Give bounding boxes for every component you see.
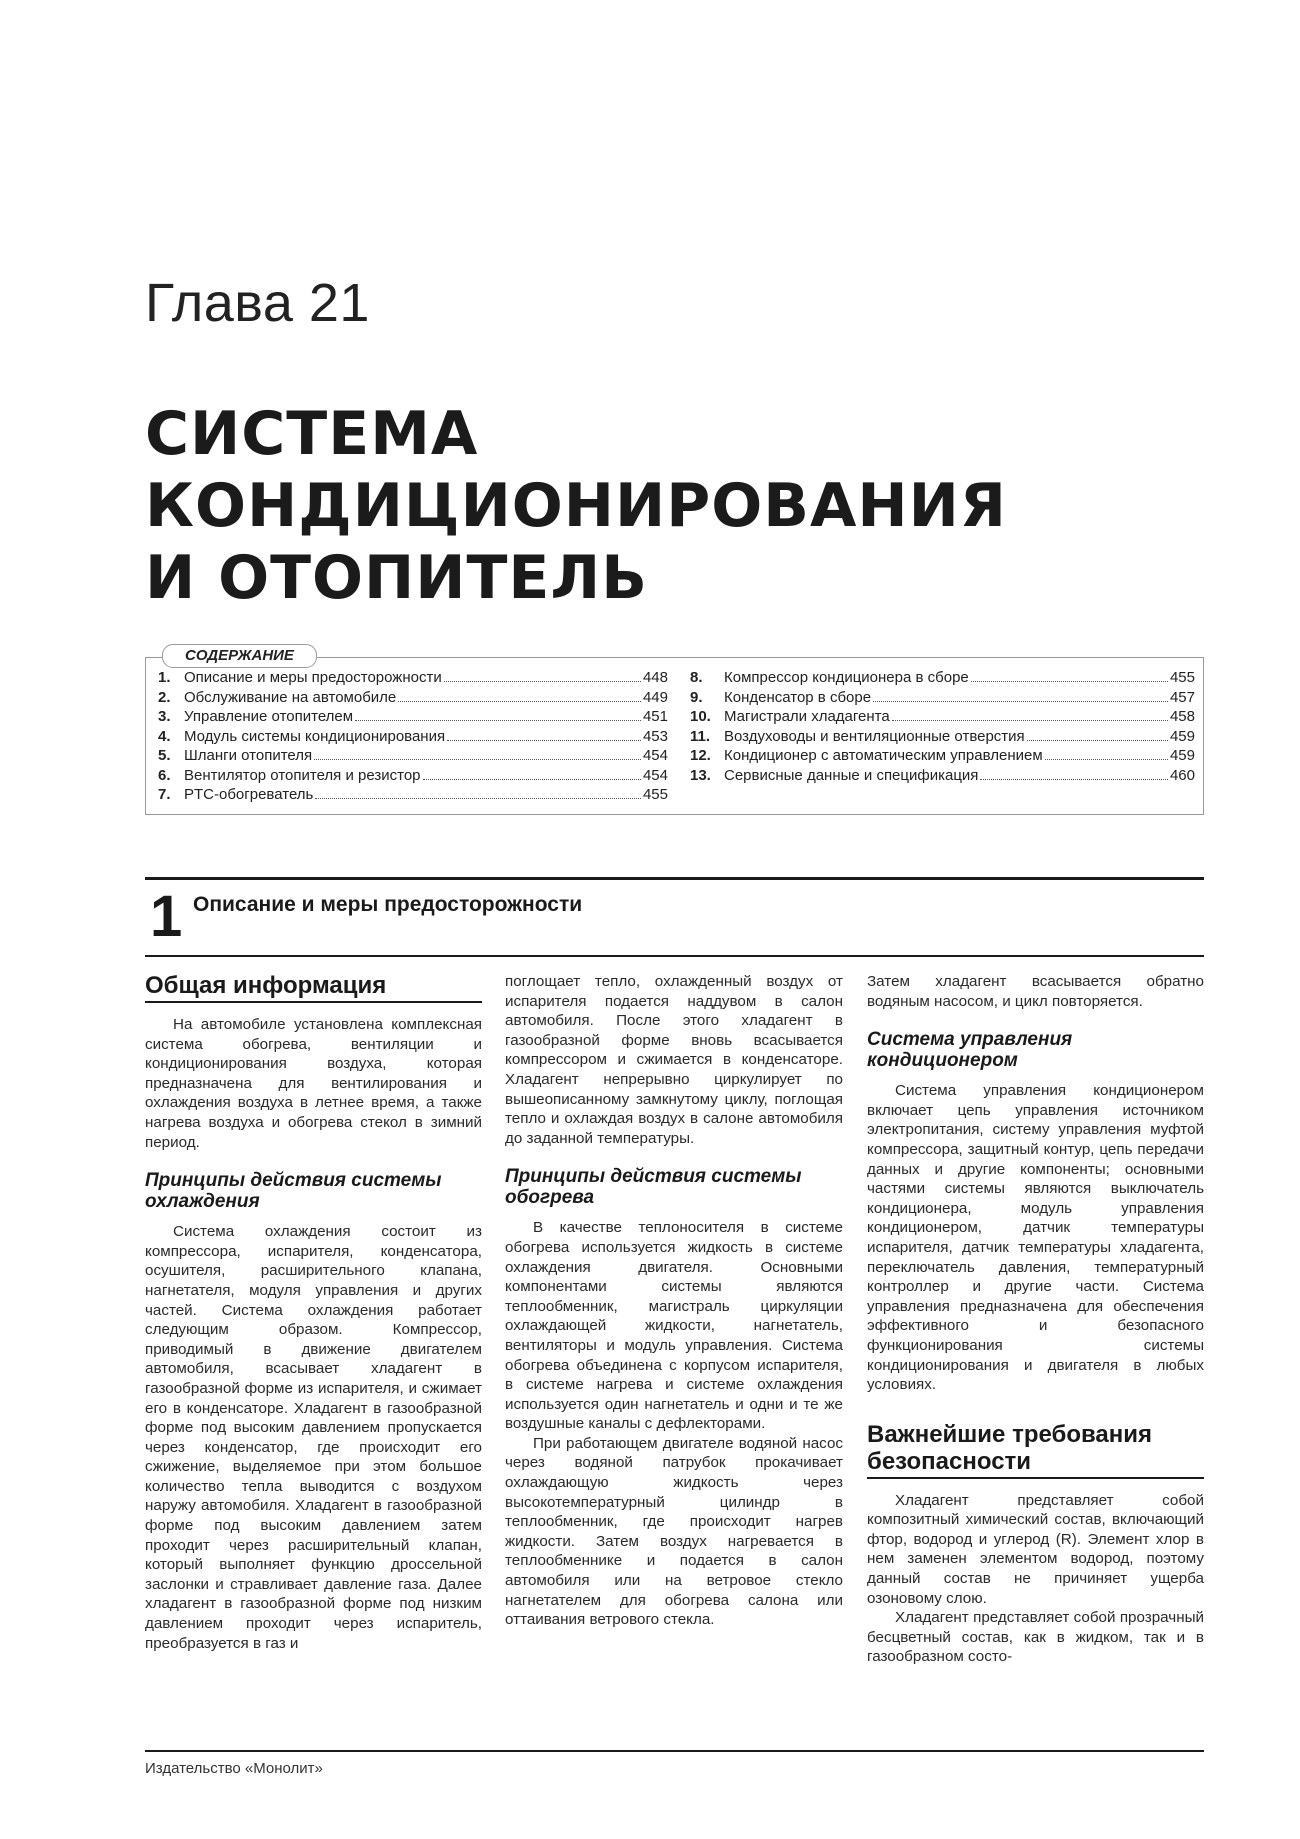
toc-leader (1027, 729, 1168, 741)
toc-item-title: Конденсатор в сборе (724, 688, 872, 706)
toc-item-page: 459 (1169, 747, 1195, 764)
toc-item[interactable] (158, 669, 668, 689)
paragraph-safety-2: Хладагент представляет собой прозрачный бесцветный состав, как в жидком, так и в газообразном состо- (867, 1609, 1204, 1666)
chapter-title-line-2: КОНДИЦИОНИРОВАНИЯ (145, 471, 1008, 541)
toc-item-title: Компрессор кондиционера в сборе (724, 669, 969, 686)
toc-column-right (690, 669, 1195, 786)
toc-item-number: 12. (690, 747, 711, 764)
toc-item-number: 6. (158, 766, 171, 784)
toc-leader (423, 768, 641, 780)
toc-item-title: Обслуживание на автомобиле (184, 688, 397, 706)
toc-item-title: Кондиционер с автоматическим управлением (724, 747, 1043, 764)
toc-item[interactable] (690, 747, 1195, 767)
toc-leader (873, 690, 1168, 702)
toc-item-page: 455 (642, 786, 668, 803)
heading-safety-requirements: Важнейшие требования безопасности (867, 1421, 1204, 1479)
toc-item-number: 7. (158, 786, 171, 803)
toc-leader (314, 748, 641, 760)
toc-item-page: 458 (1169, 708, 1195, 725)
chapter-title-line-1: СИСТЕМА (145, 399, 479, 469)
toc-item-page: 457 (1169, 688, 1195, 706)
toc-item[interactable] (690, 689, 1195, 709)
paragraph-safety-1: Хладагент представляет собой композитный химический состав, включающий фтор, водород и углерод (R). Элемент хлор в нем заменен элементом водород, поэтому данный состав не причиняет ущерба озоновому слою. (867, 1491, 1204, 1607)
paragraph-cooling-continued: поглощает тепло, охлажденный воздух от испарителя подается наддувом в салон автомобиля. После этого хладагент в газообразной форме вновь всасывается компрессором и сжимается в конденсаторе. Хладагент непрерывно циркулирует по вышеописанному замкнутому циклу, поглощая тепло и охлаждая воздух в салоне автомобиля до заданной температуры. (505, 973, 843, 1147)
toc-item-title: Управление отопителем (184, 708, 354, 725)
toc-item-number: 11. (690, 727, 711, 745)
toc-item-number: 2. (158, 688, 171, 706)
heading-cooling-principles: Принципы действия системы охлаждения (145, 1170, 442, 1213)
toc-item[interactable] (158, 689, 668, 709)
toc-item-page: 451 (642, 708, 668, 725)
toc-leader (892, 709, 1168, 721)
section-number: 1 (150, 884, 183, 949)
chapter-label: Глава 21 (145, 273, 370, 333)
toc-item[interactable] (690, 728, 1195, 748)
paragraph-heating-continued: Затем хладагент всасывается обратно водяным насосом, и цикл повторяется. (867, 973, 1204, 1010)
toc-item-title: Шланги отопителя (184, 747, 313, 764)
text-column-1 (145, 972, 482, 1653)
toc-item-title: Магистрали хладагента (724, 708, 890, 725)
footer-rule (145, 1750, 1204, 1752)
heading-general-info: Общая информация (145, 972, 482, 1003)
toc-item-page: 460 (1169, 766, 1195, 784)
toc-item-number: 4. (158, 727, 171, 745)
toc-item[interactable] (158, 728, 668, 748)
toc-leader (980, 768, 1168, 780)
toc-column-left (158, 669, 668, 806)
paragraph-cooling-principles: Система охлаждения состоит из компрессора, испарителя, конденсатора, осушителя, расширительного клапана, нагнетателя, модуля управления и других частей. Система охлаждения работает следующим образом. Компрессор, приводимый в движение двигателем автомобиля, всасывает хладагент в газообразной форме из испарителя, и сжимает его в конденсаторе. Хладагент в газообразной форме под высоким давлением пропускается через конденсатор, где происходит его сжижение, выделяемое при этом большое количество тепла выводится с воздухом наружу автомобиля. Хладагент в газообразной форме под высоким давлением затем проходит через расширительный клапан, который выполняет функцию дроссельной заслонки и стравливает давление газа. Далее хладагент в газообразной форме под низким давлением проходит через испаритель, преобразуется в газ и (145, 1223, 482, 1652)
toc-item-title: Описание и меры предосторожности (184, 669, 442, 686)
paragraph-general-info: На автомобиле установлена комплексная система обогрева, вентиляции и кондиционирования воздуха, которая предназначена для вентилирования и охлаждения воздуха в летнее время, а также нагрева воздуха и обогрева стекол в зимний период. (145, 1016, 482, 1151)
toc-item[interactable] (158, 747, 668, 767)
paragraph-ac-control: Система управления кондиционером включает цепь управления источником электропитания, систему управления муфтой компрессора, защитный контур, цепь передачи данных и другие компоненты; основными частями системы являются выключатель кондиционера, модуль управления кондиционером, датчик температуры испарителя, датчик температуры хладагента, переключатель давления, температурный контроллер и другие части. Система управления предназначена для обеспечения эффективного и безопасного функционирования системы кондиционирования и двигателя в любых условиях. (867, 1082, 1204, 1394)
toc-leader (447, 729, 641, 741)
toc-leader (1045, 748, 1168, 760)
toc-item-page: 455 (1169, 669, 1195, 686)
publisher-name: Издательство «Монолит» (145, 1760, 323, 1777)
toc-item-title: PTC-обогреватель (184, 786, 314, 803)
heading-ac-control: Система управления кондиционером (867, 1029, 1073, 1072)
toc-item-page: 448 (642, 669, 668, 686)
toc-item-title: Вентилятор отопителя и резистор (184, 766, 421, 784)
heading-heating-principles: Принципы действия системы обогрева (505, 1166, 802, 1209)
toc-leader (398, 690, 641, 702)
section-rule-top (145, 877, 1204, 880)
text-column-2 (505, 972, 843, 1630)
section-title: Описание и меры предосторожности (193, 893, 583, 916)
toc-item[interactable] (690, 669, 1195, 689)
toc-heading: СОДЕРЖАНИЕ (162, 644, 317, 668)
toc-item-page: 449 (642, 688, 668, 706)
section-rule-bottom (145, 955, 1204, 957)
toc-item-number: 10. (690, 708, 711, 725)
toc-leader (355, 709, 641, 721)
toc-item[interactable] (158, 708, 668, 728)
toc-item-number: 1. (158, 669, 171, 686)
toc-leader (971, 670, 1168, 682)
toc-item-number: 8. (690, 669, 703, 686)
toc-item[interactable] (690, 708, 1195, 728)
toc-item-title: Модуль системы кондиционирования (184, 727, 446, 745)
paragraph-heating-1: В качестве теплоносителя в системе обогрева используется жидкость в системе охлаждения двигателя. Основными компонентами системы являются теплообменник, магистраль циркуляции охлаждающей жидкости, нагнетатель, вентиляторы и модуль управления. Система обогрева объединена с корпусом испарителя, в системе нагрева и системе охлаждения используется один нагнетатель и одни и те же воздушные каналы с дефлекторами. (505, 1219, 843, 1433)
toc-item-page: 459 (1169, 727, 1195, 745)
paragraph-heating-2: При работающем двигателе водяной насос через водяной патрубок прокачивает охлаждающую жидкость через высокотемпературный цилиндр в теплообменник, где происходит нагрев жидкости. Затем воздух нагревается в теплообменнике и подается в салон автомобиля или на ветровое стекло нагнетателем для обогрева салона или оттаивания ветрового стекла. (505, 1434, 843, 1629)
toc-item-title: Сервисные данные и спецификация (724, 766, 979, 784)
toc-item[interactable] (158, 786, 668, 806)
toc-item-number: 9. (690, 688, 703, 706)
chapter-title (145, 398, 1205, 614)
toc-item[interactable] (690, 767, 1195, 787)
toc-item-number: 13. (690, 766, 711, 784)
toc-item-page: 454 (642, 747, 668, 764)
toc-leader (444, 670, 641, 682)
toc-item-title: Воздуховоды и вентиляционные отверстия (724, 727, 1025, 745)
chapter-title-line-3: И ОТОПИТЕЛЬ (145, 543, 648, 613)
text-column-3 (867, 972, 1204, 1667)
toc-item-page: 454 (642, 766, 668, 784)
toc-item-number: 5. (158, 747, 171, 764)
toc-leader (315, 787, 641, 799)
toc-item[interactable] (158, 767, 668, 787)
toc-item-page: 453 (642, 727, 668, 745)
toc-item-number: 3. (158, 708, 171, 725)
